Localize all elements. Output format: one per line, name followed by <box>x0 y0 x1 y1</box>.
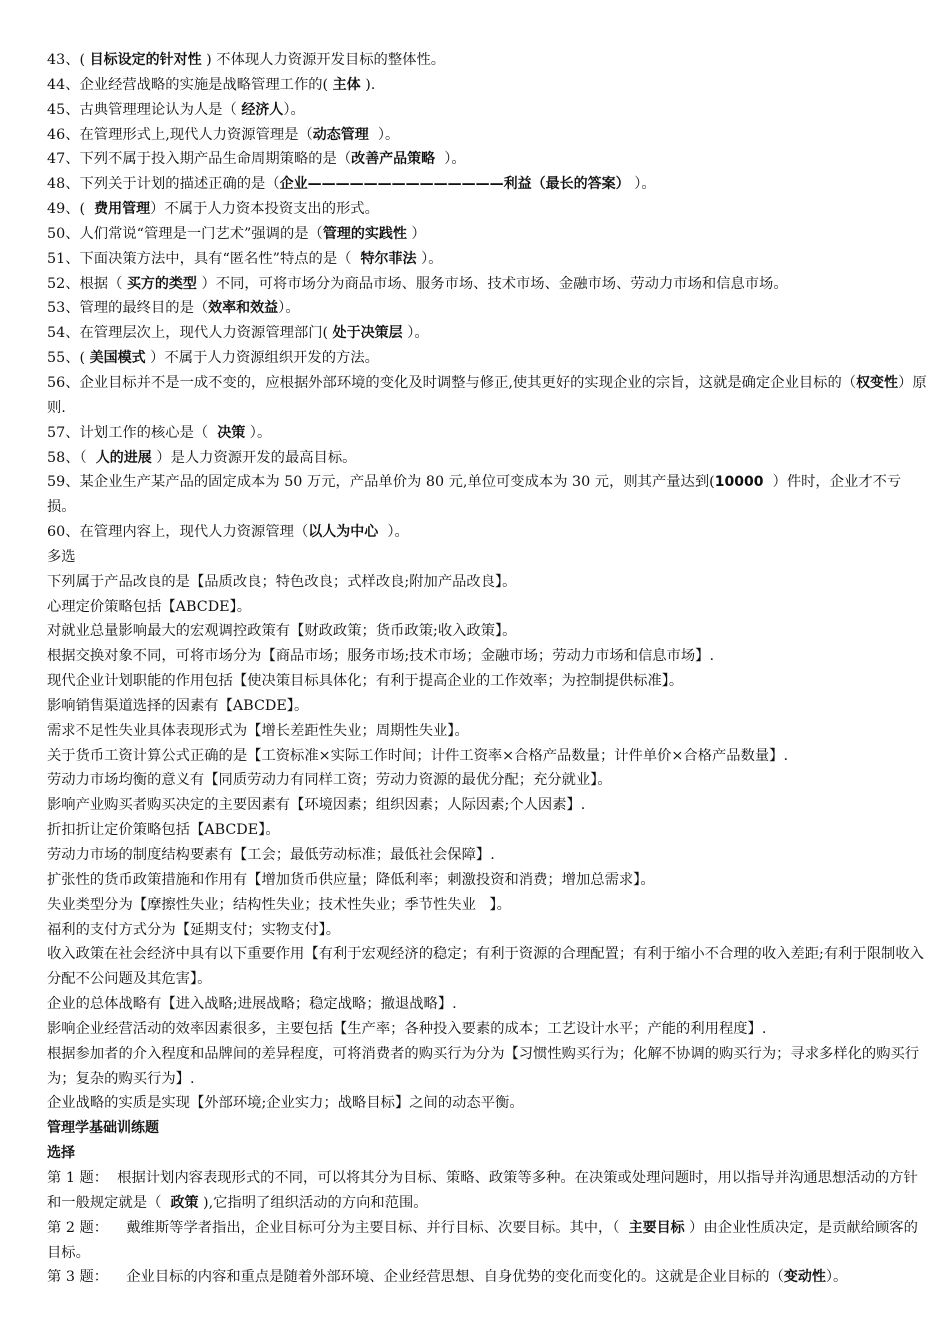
text-line <box>47 98 928 123</box>
text-line <box>47 1116 928 1141</box>
text-line <box>47 595 928 620</box>
line-text: 55、( <box>47 350 90 367</box>
text-line <box>47 992 928 1017</box>
line-text: 折扣折让定价策略包括【ABCDE】。 <box>47 822 280 839</box>
line-text: 需求不足性失业具体表现形式为【增长差距性失业；周期性失业】。 <box>47 722 469 739</box>
line-text: ）。 <box>825 1269 848 1286</box>
line-text: 收入政策在社会经济中具有以下重要作用【有利于宏观经济的稳定；有利于资源的合理配置；有利于缩小不合理的收入差距;有利于限制收入分配不公问题及其危害】。 <box>47 946 924 988</box>
text-line <box>47 719 928 744</box>
line-text: ). <box>360 76 376 93</box>
answer-text: 决策 <box>217 424 246 441</box>
line-text: 第 2 题： 戴维斯等学者指出，企业目标可分为主要目标、并行目标、次要目标。其中，（ <box>47 1219 629 1236</box>
line-text: ）。 <box>368 126 400 143</box>
line-text: 50、人们常说“管理是一门艺术”强调的是（ <box>47 225 323 242</box>
text-line <box>47 446 928 471</box>
text-line <box>47 272 928 297</box>
line-text: 劳动力市场的制度结构要素有【工会；最低劳动标准；最低社会保障】. <box>47 847 495 863</box>
text-line <box>47 1216 928 1266</box>
text-line <box>47 868 928 893</box>
text-line <box>47 222 928 247</box>
answer-text: 美国模式 <box>89 350 146 367</box>
line-text: ) 不体现人力资源开发目标的整体性。 <box>201 52 446 68</box>
line-text: 对就业总量影响最大的宏观调控政策有【财政政策；货币政策;收入政策】。 <box>47 623 517 640</box>
line-text: ） <box>406 225 426 242</box>
text-line <box>47 669 928 694</box>
answer-text: 买方的类型 <box>126 275 197 292</box>
text-line <box>47 694 928 719</box>
text-line <box>47 768 928 793</box>
line-text: 52、根据（ <box>47 275 127 292</box>
answer-text: 费用管理 <box>94 201 151 218</box>
line-text: ）。 <box>435 151 466 168</box>
answer-text: 人的进展 <box>95 449 152 466</box>
line-text: ）件时，企业才不亏损。 <box>47 474 902 516</box>
line-text: 51、下面决策方法中，具有“匿名性”特点的是（ <box>47 250 361 267</box>
answer-text: 10000 <box>714 474 764 491</box>
answer-text: 权变性 <box>856 374 899 391</box>
line-text: 第 3 题： 企业目标的内容和重点是随着外部环境、企业经营思想、自身优势的变化而变化的。这就是企业目标的（ <box>47 1269 784 1286</box>
answer-text: 动态管理 <box>312 126 369 143</box>
text-line <box>47 247 928 272</box>
answer-text: 管理的实践性 <box>322 225 407 242</box>
line-text: 根据参加者的介入程度和品牌间的差异程度，可将消费者的购买行为分为【习惯性购买行为；化解不协调的购买行为；寻求多样化的购买行为；复杂的购买行为】. <box>47 1045 920 1087</box>
line-text: ）。 <box>245 424 272 441</box>
answer-text: 主要目标 <box>628 1219 685 1236</box>
answer-text: 政策 <box>170 1194 199 1211</box>
text-line <box>47 893 928 918</box>
answer-text: 变动性 <box>783 1269 826 1286</box>
answer-text: 效率和效益 <box>208 300 279 317</box>
line-text: 54、在管理层次上，现代人力资源管理部门( <box>47 325 333 342</box>
line-text: ）是人力资源开发的最高目标。 <box>151 449 357 466</box>
text-line <box>47 1091 928 1116</box>
answer-text: 企业——————————————利益（最长的答案） <box>279 176 630 193</box>
line-text: 59、某企业生产某产品的固定成本为 50 万元，产品单价为 80 元,单位可变成本为 30 元，则其产量达到( <box>47 474 715 491</box>
line-text: ）。 <box>278 300 300 317</box>
text-line <box>47 371 928 421</box>
line-text: 43、( <box>47 52 90 68</box>
text-line <box>47 1042 928 1092</box>
text-line <box>47 1141 928 1166</box>
text-line <box>47 1017 928 1042</box>
line-text: 心理定价策略包括【ABCDE】。 <box>47 598 252 615</box>
line-text: 49、( <box>47 201 95 218</box>
answer-text: 主体 <box>332 76 361 93</box>
text-line <box>47 520 928 545</box>
line-text: ）。 <box>416 250 443 267</box>
text-line <box>47 942 928 992</box>
text-line <box>47 346 928 371</box>
text-line <box>47 818 928 843</box>
line-text: 企业战略的实质是实现【外部环境;企业实力；战略目标】之间的动态平衡。 <box>47 1095 524 1112</box>
answer-text: 改善产品策略 <box>351 151 436 168</box>
answer-text: 管理学基础训练题 <box>47 1120 159 1137</box>
text-line <box>47 1265 928 1290</box>
answer-text: 特尔菲法 <box>360 250 417 267</box>
line-text: 影响产业购买者购买决定的主要因素有【环境因素；组织因素；人际因素;个人因素】. <box>47 797 586 814</box>
line-text: 劳动力市场均衡的意义有【同质劳动力有同样工资；劳动力资源的最优分配；充分就业】。 <box>47 772 612 789</box>
answer-text: 目标设定的针对性 <box>89 52 202 68</box>
line-text: ）由企业性质决定，是贡献给顾客的目标。 <box>47 1219 918 1261</box>
line-text: ）不同，可将市场分为商品市场、服务市场、技术市场、金融市场、劳动力市场和信息市场。 <box>196 275 788 292</box>
line-text: 48、下列关于计划的描述正确的是（ <box>47 176 280 193</box>
text-line <box>47 172 928 197</box>
line-text: 第 1 题： 根据计划内容表现形式的不同，可以将其分为目标、策略、政策等多种。在决策或处理问题时，用以指导并沟通思想活动的方针和一般规定就是（ <box>47 1169 918 1211</box>
line-text: 影响企业经营活动的效率因素很多，主要包括【生产率；各种投入要素的成本；工艺设计水平；产能的利用程度】. <box>47 1020 767 1037</box>
line-text: 影响销售渠道选择的因素有【ABCDE】。 <box>47 697 309 714</box>
line-text: 现代企业计划职能的作用包括【使决策目标具体化；有利于提高企业的工作效率；为控制提供标准】。 <box>47 673 684 690</box>
line-text: ）不属于人力资源组织开发的方法。 <box>145 350 379 367</box>
line-text: 60、在管理内容上，现代人力资源管理（ <box>47 524 309 541</box>
text-line <box>47 421 928 446</box>
line-text: 56、企业目标并不是一成不变的，应根据外部环境的变化及时调整与修正,使其更好的实现企业的宗旨，这就是确定企业目标的（ <box>47 374 857 391</box>
line-text: ),它指明了组织活动的方向和范围。 <box>198 1194 428 1211</box>
text-line <box>47 918 928 943</box>
line-text: 多选 <box>47 548 76 565</box>
line-text: 根据交换对象不同，可将市场分为【商品市场；服务市场;技术市场；金融市场；劳动力市场和信息市场】. <box>47 648 715 665</box>
line-text: 福利的支付方式分为【延期支付；实物支付】。 <box>47 921 341 938</box>
text-line <box>47 321 928 346</box>
line-text: ）原则. <box>47 374 927 416</box>
line-text: ）。 <box>629 176 656 193</box>
line-text: 58、（ <box>47 449 96 466</box>
line-text: 扩张性的货币政策措施和作用有【增加货币供应量；降低利率；刺激投资和消费；增加总需求】。 <box>47 871 655 888</box>
text-line <box>47 197 928 222</box>
text-line <box>47 793 928 818</box>
line-text: ）不属于人力资本投资支出的形式。 <box>150 201 379 218</box>
text-line <box>47 48 928 73</box>
text-line <box>47 147 928 172</box>
line-text: ）。 <box>378 524 409 541</box>
line-text: 下列属于产品改良的是【品质改良；特色改良；式样改良;附加产品改良】。 <box>47 573 517 590</box>
text-line <box>47 123 928 148</box>
line-text: 46、在管理形式上,现代人力资源管理是（ <box>47 126 313 143</box>
text-line <box>47 644 928 669</box>
line-text: ）。 <box>283 101 305 118</box>
line-text: 47、下列不属于投入期产品生命周期策略的是（ <box>47 151 352 168</box>
text-line <box>47 470 928 520</box>
text-line <box>47 1166 928 1216</box>
text-line <box>47 744 928 769</box>
text-line <box>47 843 928 868</box>
answer-text: 选择 <box>47 1145 75 1162</box>
answer-text: 经济人 <box>241 101 284 118</box>
text-line <box>47 296 928 321</box>
answer-text: 以人为中心 <box>308 524 379 541</box>
answer-text: 处于决策层 <box>332 325 403 342</box>
line-text: 企业的总体战略有【进入战略;进展战略；稳定战略；撤退战略】. <box>47 996 457 1013</box>
line-text: 53、管理的最终目的是（ <box>47 300 209 317</box>
line-text: ）。 <box>402 325 429 342</box>
text-line <box>47 73 928 98</box>
line-text: 关于货币工资计算公式正确的是【工资标准×实际工作时间；计件工资率×合格产品数量；计件单价×合格产品数量】. <box>47 747 789 764</box>
line-text: 57、计划工作的核心是（ <box>47 424 218 441</box>
text-line <box>47 619 928 644</box>
text-line <box>47 570 928 595</box>
line-text: 失业类型分为【摩擦性失业；结构性失业；技术性失业；季节性失业 】。 <box>47 896 511 913</box>
text-line <box>47 545 928 570</box>
line-text: 44、企业经营战略的实施是战略管理工作的( <box>47 76 333 93</box>
line-text: 45、古典管理理论认为人是（ <box>47 101 242 118</box>
